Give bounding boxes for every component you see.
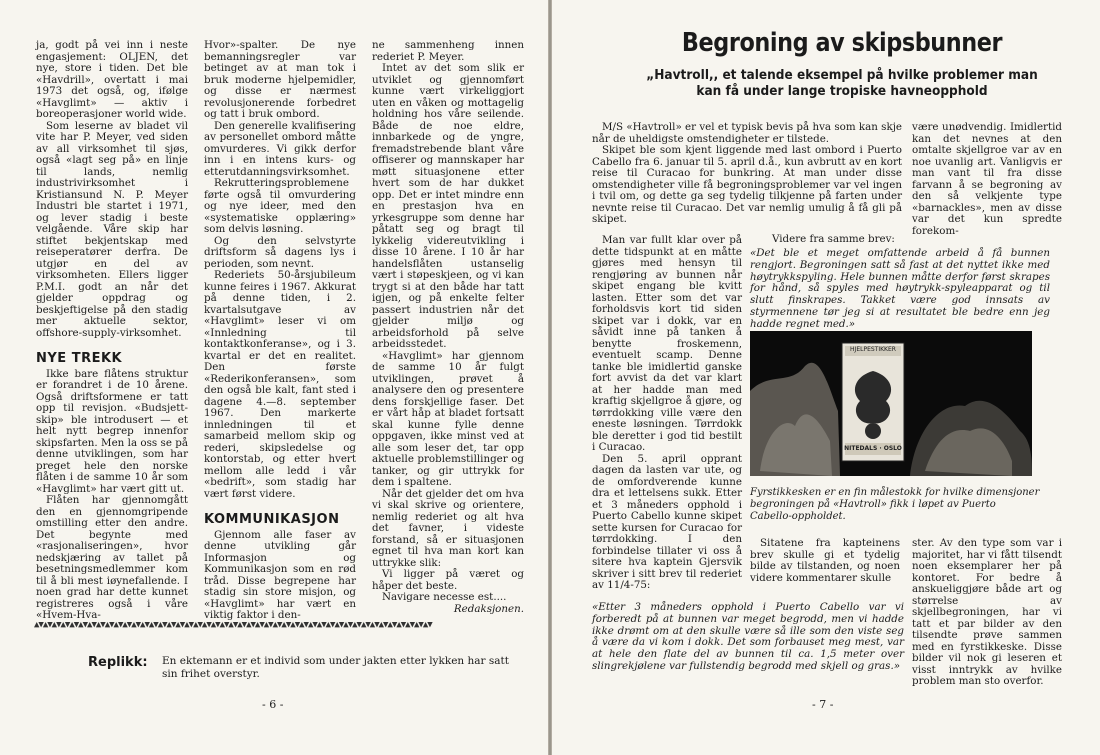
captain-quote-2: «Etter 3 måneders opphold i Puerto Cabello var vi forberedt på at bunnen var meget begrodd, men vi hadde ikke drømt om at den skulle være så ille som den viste seg å være da vi kom i dokk. Det som forbauset meg mest, var at hele den flate del av bunnen til ca. 1,5 meter over slingrekjølene var fullstendig begrodd med skjell og gras.» bbox=[592, 601, 904, 672]
page-number-right: - 7 - bbox=[812, 698, 834, 711]
paragraph: M/S «Havtroll» er vel et typisk bevis på hva som kan skje når de uheldigste omstendigheter er tilstede. bbox=[592, 121, 902, 145]
section-heading-nye-trekk: NYE TREKK bbox=[36, 351, 123, 366]
paragraph: ster. Av den type som var i majoritet, har vi fått tilsendt noen eksemplarer her på kontoret. For bedre å anskueliggjøre både art og størrelse av skjellbegroningen, har vi tatt et par bilder av den tilsendte prøve sammen med en fyrstikkeske. Disse bilder vil nok gi leseren et visst inntrykk av hvilke problem man sto overfor. bbox=[912, 537, 1062, 687]
photo-barnacles-matchbox bbox=[750, 331, 1032, 476]
right-column-top bbox=[912, 121, 1062, 237]
left-column-2 bbox=[204, 40, 356, 625]
paragraph: Gjennom alle faser av denne utvikling går Informasjon og Kommunikasjon som en rød tråd. Disse begrepene har stadig sin store misjon, og «Havglimt» har vært en viktig faktor i den- bbox=[204, 528, 356, 621]
matchbox-bottom-text: NITEDALS · OSLO bbox=[844, 445, 902, 452]
intro-block bbox=[592, 122, 902, 226]
paragraph: Rederiets 50-årsjubileum kunne feires i 1967. Akkurat på denne tiden, i 2. kvartalsutgave av «Havglimt» leser vi om «Innledning til kontaktkonferanse», og i 3. kvartal er det en realitet. Den første «Rederikonferansen», som den også ble kalt, fant sted i dagene 4.—8. september 1967. Den markerte innledningen til et samarbeid mellom skip og rederi, skipsledelse og kontorstab, og etter hvert mellom alle ledd i vår «bedrift», som stadig har vært først videre. bbox=[204, 269, 356, 500]
left-column-1 bbox=[36, 40, 188, 625]
paragraph: være unødvendig. Imidlertid kan det nevnes at den omtalte skjellgroe var av en noe uvanlig art. Vanligvis er man vant til fra disse farvann å se begroning av den så velkjente type «barnackles», men av disse var det kun spredte forekom- bbox=[912, 121, 1062, 237]
paragraph: ne sammenheng innen rederiet P. Meyer. bbox=[372, 39, 524, 63]
captain-quote-1: «Det ble et meget omfattende arbeid å få bunnen rengjort. Begroningen satt så fast at det nyttet ikke med høytrykkspyling. Hele bunnen måtte derfor først skrapes for hånd, så spyles med høytrykk-spyleapparat og til slutt finskrapes. Takket være god innsats av styrmennene tør jeg si at resultatet ble bedre enn jeg hadde regnet med.» bbox=[750, 247, 1050, 330]
left-page bbox=[0, 0, 548, 755]
page-number-left: - 6 - bbox=[262, 698, 284, 711]
right-column-1 bbox=[592, 235, 742, 590]
right-column-end bbox=[912, 537, 1062, 687]
article-subtitle: „Havtroll,, et talende eksempel på hvilke problemer man kan få under lange tropiske havneopphold bbox=[646, 67, 1038, 99]
section-heading-kommunikasjon: KOMMUNIKASJON bbox=[204, 512, 340, 527]
paragraph: Hvor»-spalter. De nye bemanningsregler var betinget av at man tok i bruk moderne hjelpemidler, og disse er nærmest revolusjonerende forbedret og tatt i bruk ombord. bbox=[204, 39, 356, 120]
paragraph: Flåten har gjennomgått den en gjennomgripende omstilling etter den andre. Det begynte med «rasjonaliseringen», hvor nedskjæring av tallet på besetningsmedlemmer kom til å bli mest iøynefallende. I noen grad har dette kunnet registreres også i våre «Hvem-Hva- bbox=[36, 494, 188, 621]
paragraph: Skipet ble som kjent liggende med last ombord i Puerto Cabello fra 6. januar til 5. april d.å., kun avbrutt av en kort reise til Curacao for bunkring. At man under disse omstendigheter ville få begroningsproblemer var vel ingen i tvil om, og dette ga seg tydelig tilkjenne på farten under nevnte reise til Curacao. Det var nemlig umulig å få gli på skipet. bbox=[592, 144, 902, 225]
paragraph: Navigare necesse est.... bbox=[382, 591, 507, 603]
right-page bbox=[552, 0, 1100, 755]
paragraph: Vi ligger på været og håper det beste. bbox=[372, 568, 524, 592]
paragraph: Den generelle kvalifisering av personellet ombord måtte omvurderes. Vi gikk derfor inn i en intens kurs- og etterutdanningsvirksomhet. bbox=[204, 119, 356, 178]
decorative-divider: ▲▼▲▼▲▼▲▼▲▼▲▼▲▼▲▼▲▼▲▼▲▼▲▼▲▼▲▼▲▼▲▼▲▼▲▼▲▼▲▼▲▼▲▼▲▼▲▼▲▼▲▼▲▼▲▼▲▼▲▼▲▼▲▼▲▼▲▼▲▼▲▼▲▼▲▼▲▼▲▼▲▼▲▼▲▼▲▼▲▼ bbox=[34, 620, 432, 630]
paragraph: Intet av det som slik er utviklet og gjennomført kunne vært virkeliggjort uten en våken og mottagelig holdning hos våre seilende. Både de noe eldre, innbarkede og de yngre, fremadstrebende blant våre offiserer og mannskaper har møtt situasjonene etter hvert som de har dukket opp. Det er intet mindre enn en prestasjon hva en yrkesgruppe som denne har påtatt seg og bragt til lykkelig videreutvikling i disse 10 årene. I 10 år har handelsflåten ustanselig vært i støpeskjeen, og vi kan trygt si at den både har tatt igjen, og på enkelte felter passert industrien når det gjelder miljø og arbeidsforhold på selve arbeidsstedet. bbox=[372, 62, 524, 350]
paragraph: «Havglimt» har gjennom de samme 10 år fulgt utviklingen, prøvet å analysere den og presentere dens forskjellige faser. Det er vårt håp at bladet fortsatt skal kunne fylle denne oppgaven, ikke minst ved at alle som leser det, tar opp aktuelle problemstillinger og tanker, og gir uttrykk for dem i spaltene. bbox=[372, 349, 524, 488]
paragraph: Man var fullt klar over på dette tidspunkt at en måtte gjøres med hensyn til rengjøring av bunnen når skipet engang ble kvitt lasten. Etter som det var forholdsvis kort tid siden skipet var i dokk, var en såvidt inne på tanken å benytte froskemenn, eventuelt scamp. Denne tanke ble imidlertid ganske fort avvist da det var klart at her hadde man med kraftig skjellgroe å gjøre, og tørrdokking ville være den eneste løsningen. Tørrdokk ble deretter i god tid bestilt i Curacao. bbox=[592, 234, 742, 453]
left-column-3 bbox=[372, 40, 524, 625]
paragraph: ja, godt på vei inn i neste engasjement: OLJEN, det nye, store i tiden. Det ble «Havdrill», overtatt i mai 1973 det også, og, ifølge «Havglimt» — aktiv i boreoperasjoner world wide. bbox=[36, 39, 188, 120]
paragraph: Rekrutteringsproblemene førte også til omvurdering og nye ideer, med den «systematiske opplæring» som delvis løsning. bbox=[204, 177, 356, 235]
paragraph: Og den selvstyrte driftsform så dagens lys i perioden, som nevnt. bbox=[204, 234, 356, 270]
signature: Redaksjonen. bbox=[453, 602, 524, 615]
paragraph: Den 5. april opprant dagen da lasten var ute, og de omfordverende kunne dra et lettelsens sukk. Etter et 3 måneders opphold i Puerto Cabello kunne skipet sette kursen for Curacao for tørrdokking. I den forbindelse tillater vi oss å sitere hva kaptein Gjersvik skriver i sitt brev til rederiet av 11/4-75: bbox=[592, 452, 742, 591]
paragraph: Når det gjelder det om hva vi skal skrive og orientere, nemlig rederiet og alt hva det favner, i videste forstand, så er situasjonen egnet til hva man kort kan uttrykke slik: bbox=[372, 487, 524, 569]
replikk-label: Replikk: bbox=[88, 655, 148, 670]
paragraph: Som leserne av bladet vil vite har P. Meyer, ved siden av all virksomhet til sjøs, også «lagt seg på» en linje til lands, nemlig industrivirksomhet i Kristiansund N. P. Meyer Industri ble startet i 1971, og lever stadig i beste velgående. Våre skip har stiftet bekjentskap med reiseperatører derfra. De utgjør en del av virksomheten. Ellers ligger P.M.I. godt an når det gjelder oppdrag og beskjeftigelse på den stadig mer aktuelle sektor, offshore-supply-virksomhet. bbox=[36, 119, 188, 339]
matchbox-top-text: HJELPESTIKKER bbox=[850, 346, 896, 353]
right-column-mid bbox=[750, 538, 900, 598]
paragraph: Ikke bare flåtens struktur er forandret i de 10 årene. Også driftsformene er tatt opp til revisjon. «Budsjett-skip» ble introdusert — et helt nytt begrep innenfor skipsfarten. Men la oss se på denne utviklingen, som har preget hele den norske flåten i de samme 10 år som «Havglimt» har vært gitt ut. bbox=[36, 367, 188, 495]
videre-intro: Videre fra samme brev: bbox=[772, 233, 895, 245]
replikk-text: En ektemann er et individ som under jakten etter lykken har satt sin frihet overstyr. bbox=[162, 655, 509, 680]
photo-caption: Fyrstikkesken er en fin målestokk for hvilke dimensjoner begroningen på «Havtroll» fikk i løpet av Puerto Cabello-oppholdet. bbox=[750, 487, 1040, 522]
paragraph: Sitatene fra kapteinens brev skulle gi et tydelig bilde av tilstanden, og noen videre kommentarer skulle bbox=[750, 537, 900, 584]
article-title: Begroning av skipsbunner bbox=[681, 28, 1003, 58]
